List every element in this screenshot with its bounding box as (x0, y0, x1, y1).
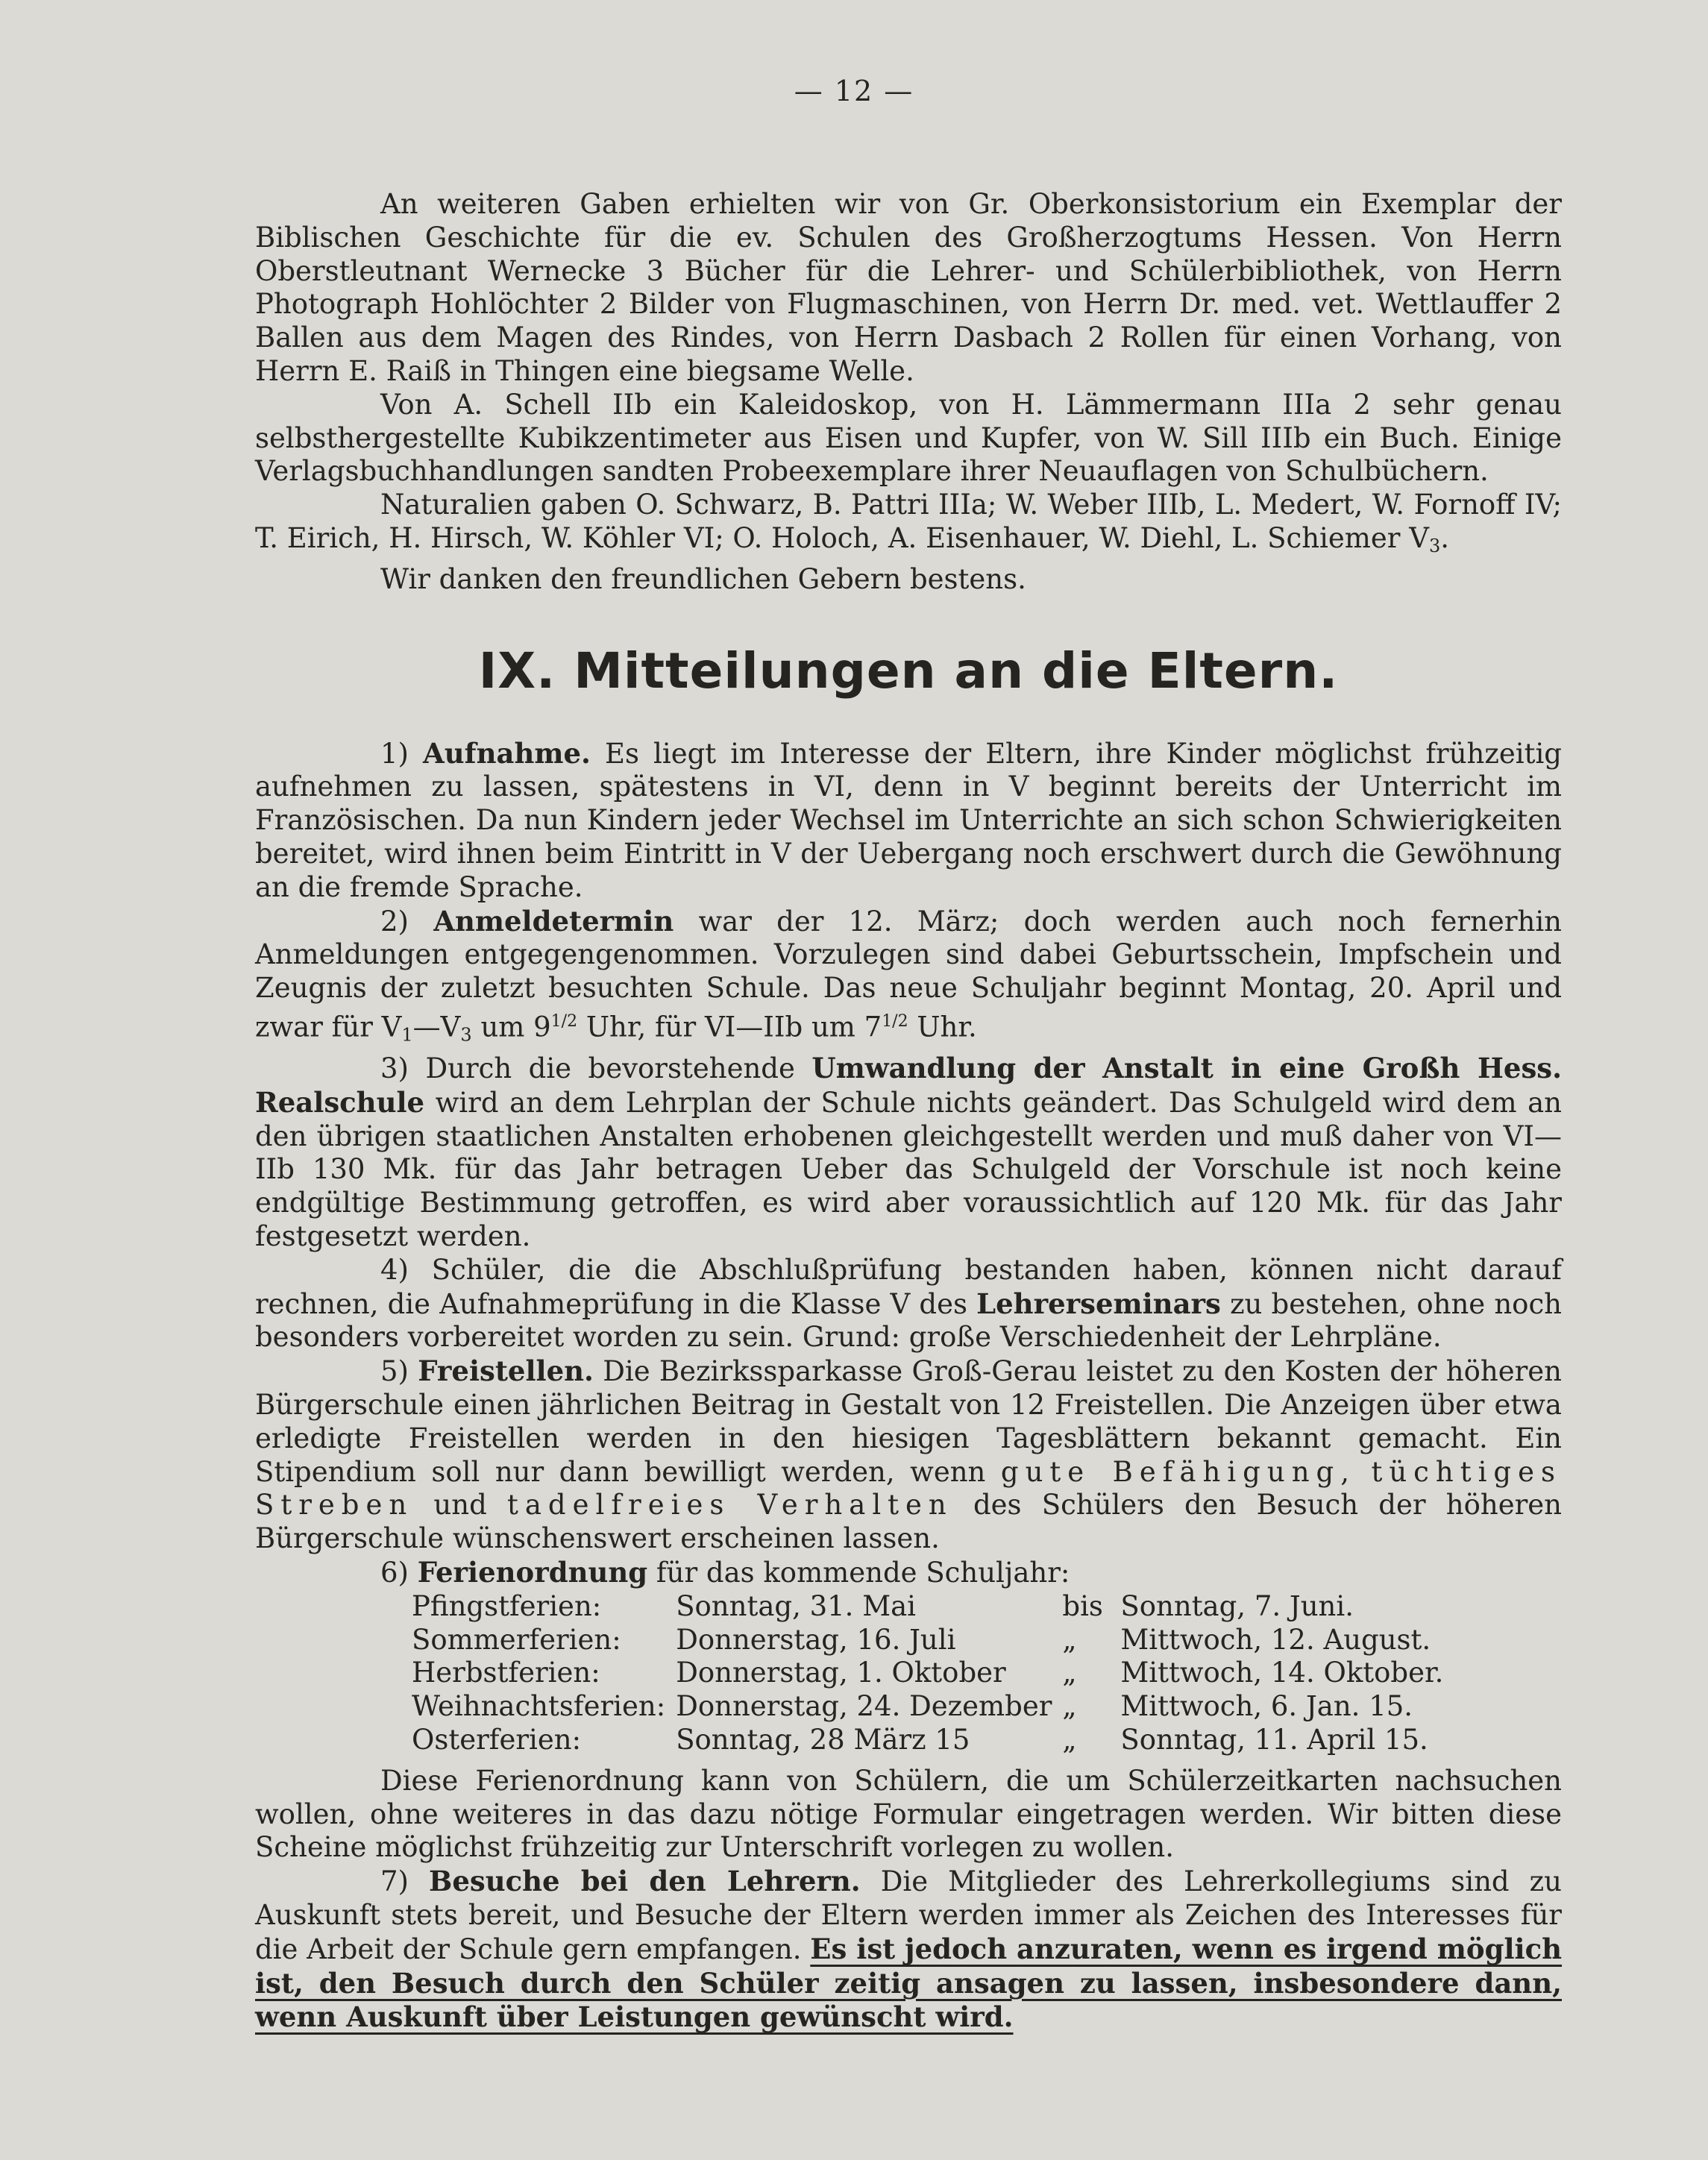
item-4-heading: Lehrerseminars (976, 1287, 1221, 1320)
item-2-dash: —V (412, 1011, 461, 1043)
holiday-name: Weihnachtsferien: (412, 1690, 666, 1723)
item-7-number: 7) (380, 1865, 409, 1898)
gifts-paragraph-3-text: Naturalien gaben O. Schwarz, B. Pattri IIIa; W. Weber IIIb, L. Medert, W. Fornoff IV; T. Eirich, H. Hirsch, W. Köhler VI; O. Holoch, A. Eisenhauer, W. Diehl, L. Schiemer V (255, 489, 1562, 554)
holiday-from: Sonntag, 31. Mai (676, 1589, 916, 1622)
item-1-heading: Aufnahme. (423, 736, 591, 770)
item-5-text-a: Die Bezirkssparkasse Groß-Gerau leistet zu den Kosten der höheren Bürgerschule einen jährlichen Beitrag in Gestalt von 12 Freistellen. Die Anzeigen über etwa erledigte Freistellen werden in den hiesigen Tagesblättern bekannt gemacht. Ein Stipendium soll nur dann bewilligt werden, wenn (255, 1355, 1563, 1488)
holiday-row (412, 1624, 1519, 1657)
item-2-number: 2) (380, 905, 409, 938)
item-4-pre: Schüler, die die Abschlußprüfung bestanden haben, können nicht darauf rechnen, die Aufnahmeprüfung in die Klasse V des (255, 1253, 1562, 1320)
item-2-text-b: um 9 (480, 1011, 551, 1043)
item-4-text: zu bestehen, ohne noch besonders vorbereitet worden zu sein. Grund: große Verschiedenheit der Lehrpläne. (255, 1287, 1563, 1354)
item-7-heading: Besuche bei den Lehrern. (429, 1865, 861, 1898)
item-2 (255, 905, 1562, 1052)
holiday-row (412, 1690, 1519, 1724)
holiday-to: Mittwoch, 14. Oktober. (1120, 1657, 1444, 1689)
holiday-to: Mittwoch, 12. August. (1120, 1623, 1431, 1656)
gifts-paragraph-3-end: . (1440, 521, 1449, 554)
item-2-text-c: Uhr, für VI—IIb um 7 (585, 1011, 882, 1043)
item-6-number: 6) (380, 1557, 409, 1589)
item-5-heading: Freistellen. (418, 1354, 594, 1388)
item-2-text-a: war der 12. März; doch werden auch noch fernerhin Anmeldungen entgegengenommen. Vorzulegen sind dabei Geburtsschein, Impfschein und Zeugnis der zuletzt besuchten Schule. Das neue Schuljahr beginnt Montag, 20. April und zwar für V (255, 905, 1563, 1043)
holiday-name: Herbstferien: (412, 1657, 600, 1689)
holiday-row (412, 1724, 1519, 1757)
gifts-paragraph-4: Wir danken den freundlichen Gebern bestens. (380, 562, 1026, 595)
item-4-number: 4) (380, 1253, 409, 1286)
item-5-spaced-3: tadelfreies Verhalten (506, 1489, 953, 1522)
item-3-number: 3) (380, 1052, 409, 1085)
holiday-to: Sonntag, 7. Juni. (1120, 1589, 1354, 1622)
holiday-row (412, 1657, 1519, 1690)
gifts-paragraph-3 (255, 489, 1562, 563)
holiday-separator: „ (1062, 1724, 1077, 1756)
item-2-fraction-1: 1/2 (550, 1011, 578, 1031)
item-7-text: Die Mitglieder des Lehrerkollegiums sind zu Auskunft stets bereit, und Besuche der Eltern werden immer als Zeichen des Interesses für die Arbeit der Schule gern empfangen. (255, 1865, 1562, 1965)
item-3-pre: Durch die bevorstehende (425, 1052, 795, 1085)
holiday-separator: bis (1062, 1589, 1103, 1622)
item-1 (255, 737, 1562, 905)
item-5-number: 5) (380, 1355, 409, 1388)
item-2-sub-1: 1 (401, 1024, 413, 1046)
holiday-to: Mittwoch, 6. Jan. 15. (1120, 1690, 1413, 1723)
item-1-number: 1) (380, 737, 409, 770)
holiday-row (412, 1590, 1519, 1624)
holiday-table (412, 1590, 1519, 1757)
holiday-name: Sommerferien: (412, 1623, 621, 1656)
item-5-mid: und (433, 1489, 487, 1522)
item-5-text-b: des Schülers den Besuch der höheren Bürgerschule wünschenswert erscheinen lassen. (255, 1489, 1563, 1555)
item-1-text: Es liegt im Interesse der Eltern, ihre Kinder möglichst frühzeitig aufnehmen zu lassen, spätestens in VI, denn in V beginnt bereits der Unterricht im Französischen. Da nun Kindern jeder Wechsel im Unterrichte an sich schon Schwierigkeiten bereitet, wird ihnen beim Eintritt in V der Uebergang noch erschwert durch die Gewöhnung an die fremde Sprache. (255, 737, 1562, 903)
holiday-from: Donnerstag, 24. Dezember (676, 1690, 1052, 1723)
item-6-heading: Ferienordnung (417, 1556, 648, 1589)
page-number: — 12 — (794, 75, 914, 107)
item-6-after: Diese Ferienordnung kann von Schülern, die um Schülerzeitkarten nachsuchen wollen, ohne weiteres in das dazu nötige Formular eingetragen werden. Wir bitten diese Scheine möglichst frühzeitig zur Unterschrift vorlegen zu wollen. (255, 1764, 1562, 1864)
item-5-spaced-1: gute Befähigung, (1000, 1455, 1356, 1488)
holiday-from: Donnerstag, 16. Juli (676, 1623, 956, 1656)
item-2-text-d: Uhr. (917, 1011, 977, 1043)
item-6 (255, 1556, 1562, 1590)
holiday-separator: „ (1062, 1623, 1077, 1656)
page-content (255, 188, 1562, 2035)
item-3-text: wird an dem Lehrplan der Schule nichts geändert. Das Schulgeld wird dem an den übrigen staatlichen Anstalten erhobenen gleichgestellt werden und muß daher von VI—IIb 130 Mk. für das Jahr betragen Ueber das Schulgeld der Vorschule ist noch keine endgültige Bestimmung getroffen, es wird aber voraussichtlich auf 120 Mk. für das Jahr festgesetzt werden. (255, 1086, 1563, 1253)
holiday-to: Sonntag, 11. April 15. (1120, 1724, 1428, 1756)
item-2-sub-3: 3 (460, 1024, 472, 1046)
gifts-class-subscript: 3 (1428, 535, 1441, 556)
item-3 (255, 1052, 1562, 1254)
item-7 (255, 1865, 1562, 2035)
holiday-name: Osterferien: (412, 1724, 582, 1756)
holiday-separator: „ (1062, 1657, 1077, 1689)
item-4 (255, 1254, 1562, 1354)
holiday-separator: „ (1062, 1690, 1077, 1723)
item-5-spaced-2: tüchtiges Streben (255, 1455, 1563, 1522)
gifts-paragraph-2: Von A. Schell IIb ein Kaleidoskop, von H. Lämmermann IIIa 2 sehr genau selbsthergestellte Kubikzentimeter aus Eisen und Kupfer, von W. Sill IIIb ein Buch. Einige Verlagsbuchhandlungen sandten Probeexemplare ihrer Neuauflagen von Schulbüchern. (255, 388, 1562, 488)
item-3-heading: Umwandlung der Anstalt in eine Großh Hess. Realschule (255, 1052, 1562, 1119)
item-5 (255, 1354, 1562, 1556)
item-6-text: für das kommende Schuljahr: (656, 1557, 1070, 1589)
holiday-from: Donnerstag, 1. Oktober (676, 1657, 1006, 1689)
item-7-emphasis: Es ist jedoch anzuraten, wenn es irgend möglich ist, den Besuch durch den Schüler zeitig ansagen zu lassen, insbesondere dann, wenn Auskunft über Leistungen gewünscht wird. (255, 1932, 1563, 2034)
holiday-table-body (412, 1590, 1519, 1757)
holiday-from: Sonntag, 28 März 15 (676, 1724, 970, 1756)
gifts-paragraph-1: An weiteren Gaben erhielten wir von Gr. Oberkonsistorium ein Exemplar der Biblischen Geschichte für die ev. Schulen des Großherzogtums Hessen. Von Herrn Oberstleutnant Wernecke 3 Bücher für die Lehrer- und Schülerbibliothek, von Herrn Photograph Hohlöchter 2 Bilder von Flugmaschinen, von Herrn Dr. med. vet. Wettlauffer 2 Ballen aus dem Magen des Rindes, von Herrn Dasbach 2 Rollen für einen Vorhang, von Herrn E. Raiß in Thingen eine biegsame Welle. (255, 188, 1562, 387)
item-2-heading: Anmeldetermin (433, 904, 674, 938)
item-2-fraction-2: 1/2 (882, 1011, 908, 1031)
section-title: IX. Mitteilungen an die Eltern. (478, 641, 1339, 700)
holiday-name: Pfingstferien: (412, 1589, 602, 1622)
